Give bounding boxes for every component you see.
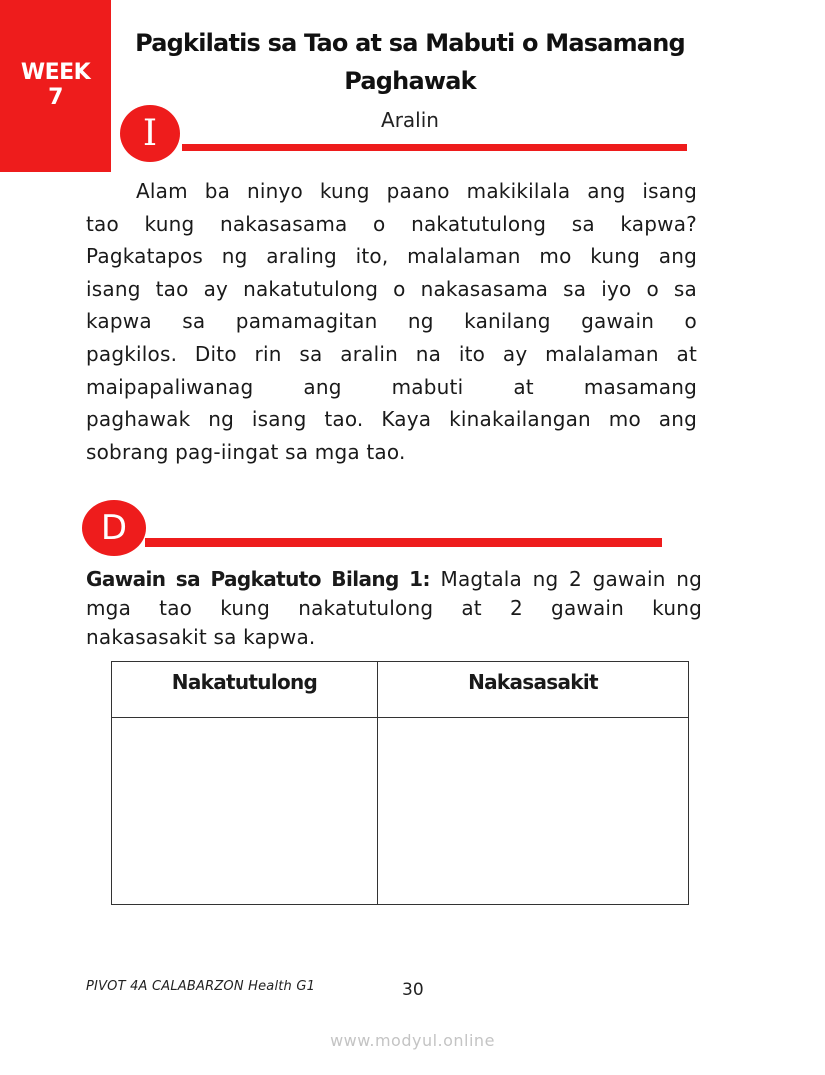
page-subtitle: Aralin (381, 108, 439, 132)
task-text: Magtala ng 2 gawain ng (429, 567, 702, 591)
table-answer-row (112, 718, 689, 905)
paragraph-line: isang tao ay nakatutulong o nakasasama sa iyo o sa (86, 276, 697, 301)
page-number: 30 (402, 980, 424, 1000)
week-number: 7 (48, 85, 63, 110)
footer-source: PIVOT 4A CALABARZON Health G1 (86, 979, 316, 994)
page-title-line-2: Paghawak (344, 67, 476, 95)
watermark: www.modyul.online (330, 1031, 495, 1050)
answer-cell-nakasasakit[interactable] (378, 718, 689, 905)
intro-paragraph (86, 175, 697, 468)
answer-cell-nakatutulong[interactable] (112, 718, 378, 905)
paragraph-line: Pagkatapos ng araling ito, malalaman mo kung ang (86, 244, 697, 269)
task-line-3: nakasasakit sa kapwa. (86, 625, 316, 649)
task-line-1 (86, 565, 702, 594)
week-label (0, 60, 111, 110)
task-label: Gawain sa Pagkatuto Bilang 1: (86, 567, 430, 591)
paragraph-line: pagkilos. Dito rin sa aralin na ito ay malalaman at (86, 341, 697, 366)
column-header-nakasasakit: Nakasasakit (378, 662, 689, 718)
task-instructions (86, 565, 702, 652)
table-header-row (112, 662, 689, 718)
page-title-line-1: Pagkilatis sa Tao at sa Mabuti o Masamang (135, 29, 685, 57)
paragraph-line: paghawak ng isang tao. Kaya kinakailangan mo ang (86, 407, 697, 432)
week-word: WEEK (20, 60, 91, 85)
section-i-badge: I (120, 105, 180, 162)
paragraph-line: tao kung nakasasama o nakatutulong sa kapwa? (86, 211, 697, 236)
week-badge (0, 0, 111, 172)
section-i-divider (182, 144, 687, 151)
worksheet-table (111, 661, 689, 905)
section-d-badge: D (82, 500, 146, 556)
paragraph-line: maipapaliwanag ang mabuti at masamang (86, 374, 697, 399)
task-line-2: mga tao kung nakatutulong at 2 gawain kung (86, 596, 702, 620)
paragraph-line: kapwa sa pamamagitan ng kanilang gawain o (86, 309, 697, 334)
paragraph-line: sobrang pag-iingat sa mga tao. (86, 439, 406, 464)
section-d-divider (145, 538, 662, 547)
column-header-nakatutulong: Nakatutulong (112, 662, 378, 718)
paragraph-line: Alam ba ninyo kung paano makikilala ang isang (136, 179, 697, 203)
